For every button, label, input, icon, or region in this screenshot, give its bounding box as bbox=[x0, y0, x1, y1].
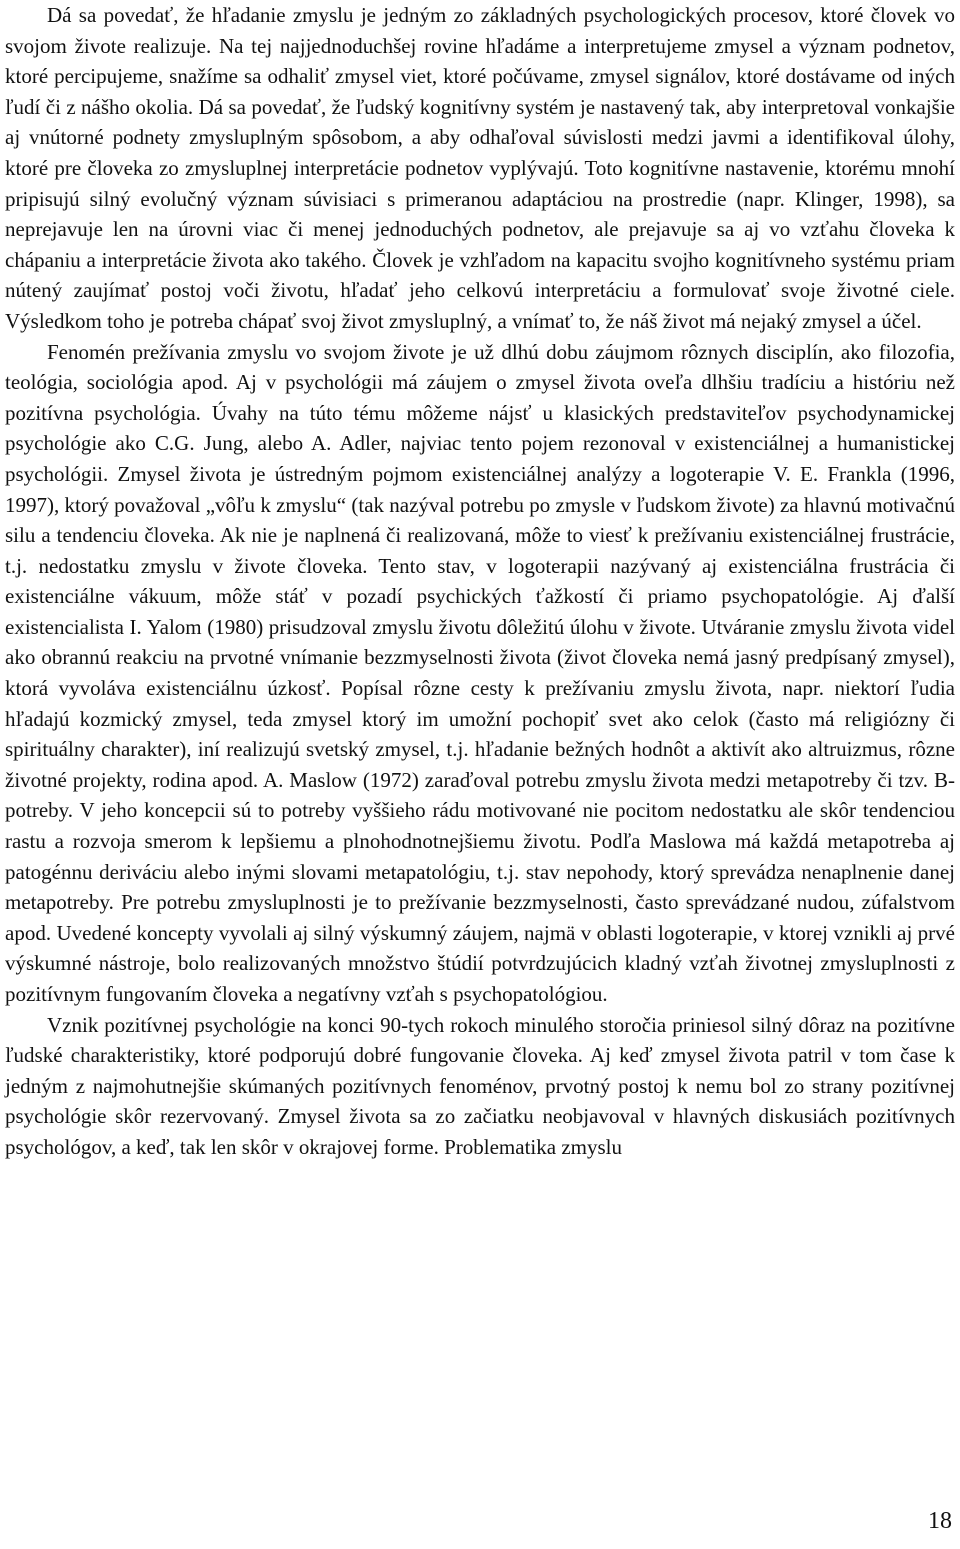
page-number: 18 bbox=[928, 1508, 952, 1534]
paragraph-3: Vznik pozitívnej psychológie na konci 90-tych rokoch minulého storočia priniesol silný dôraz na pozitívne ľudské charakteristiky, ktoré podporujú dobré fungovanie človeka. Aj keď zmysel života patril v tom čase k jedným z najmohutnejšie skúmaných pozitívnych fenoménov, prvotný postoj k nemu bol zo strany pozitívnej psychológie skôr rezervovaný. Zmysel života sa zo začiatku neobjavoval v hlavných diskusiách pozitívnych psychológov, a keď, tak len skôr v okrajovej forme. Problematika zmyslu bbox=[5, 1012, 955, 1159]
paragraph-2: Fenomén prežívania zmyslu vo svojom živote je už dlhú dobu záujmom rôznych disciplín, ako filozofia, teológia, sociológia apod. Aj v psychológii má záujem o zmysel života oveľa dlhšiu tradíciu a históriu než pozitívna psychológia. Úvahy na túto tému môžeme nájsť u klasických predstaviteľov psychodynamickej psychológie ako C.G. Jung, alebo A. Adler, najviac tento pojem rezonoval v existenciálnej a humanistickej psychológii. Zmysel života je ústredným pojmom existenciálnej analýzy a logoterapie V. E. Frankla (1996, 1997), ktorý považoval „vôľu k zmyslu“ (tak nazýval potrebu po zmysle v ľudskom živote) za hlavnú motivačnú silu a tendenciu človeka. Ak nie je naplnená či realizovaná, môže to viesť k prežívaniu existenciálnej frustrácie, t.j. nedostatku zmyslu v živote človeka. Tento stav, v logoterapii nazývaný aj existenciálna frustrácia či existenciálne vákuum, môže stáť v pozadí psychických ťažkostí či priamo psychopatológie. Aj ďalší existencialista I. Yalom (1980) prisudzoval zmyslu životu dôležitú úlohu v živote. Utváranie zmyslu života videl ako obrannú reakciu na prvotné vnímanie bezzmyselnosti života (život človeka nemá jasný predpísaný zmysel), ktorá vyvoláva existenciálnu úzkosť. Popísal rôzne cesty k prežívaniu zmyslu života, napr. niektorí ľudia hľadajú kozmický zmysel, teda zmysel ktorý im umožní pochopiť svet ako celok (často má religiózny či spirituálny charakter), iní realizujú svetský zmysel, t.j. hľadanie bežných hodnôt a aktivít ako altruizmus, rôzne životné projekty, rodina apod. A. Maslow (1972) zaraďoval potrebu zmyslu života medzi metapotreby či tzv. B-potreby. V jeho koncepcii sú to potreby vyššieho rádu motivované nie pocitom nedostatku ale skôr tendenciou rastu a rozvoja smerom k lepšiemu a plnohodnotnejšiemu životu. Podľa Maslowa má každá metapotreba aj patogénnu deriváciu alebo inými slovami metapatológiu, t.j. stav nepohody, ktorý sprevádza nenaplnenie danej metapotreby. Pre potrebu zmysluplnosti je to prežívanie bezzmyselnosti, často sprevádzané nudou, zúfalstvom apod. Uvedené koncepty vyvolali aj silný výskumný záujem, najmä v oblasti logoterapie, v ktorej vznikli aj prvé výskumné nástroje, bolo realizovaných množstvo štúdií potvrdzujúcich kladný vzťah životnej zmysluplnosti z pozitívnym fungovaním človeka a negatívny vzťah s psychopatológiou. bbox=[5, 339, 955, 1006]
paragraph-1: Dá sa povedať, že hľadanie zmyslu je jedným zo základných psychologických procesov, ktoré človek vo svojom živote realizuje. Na tej najjednoduchšej rovine hľadáme a interpretujeme zmysel a význam podnetov, ktoré percipujeme, snažíme sa odhaliť zmysel viet, ktoré počúvame, zmysel signálov, ktoré dostávame od iných ľudí či z nášho okolia. Dá sa povedať, že ľudský kognitívny systém je nastavený tak, aby interpretoval vonkajšie aj vnútorné podnety zmysluplným spôsobom, a aby odhaľoval súvislosti medzi javmi a identifikoval úlohy, ktoré pre človeka zo zmysluplnej interpretácie podnetov vyplývajú. Toto kognitívne nastavenie, ktorému mnohí pripisujú silný evolučný význam súvisiaci s primeranou adaptáciou na prostredie (napr. Klinger, 1998), sa neprejavuje len na úrovni viac či menej jednoduchých podnetov, ale prejavuje sa aj vo vzťahu človeka k chápaniu a interpretácie života ako takého. Človek je vzhľadom na kapacitu svojho kognitívneho systému priam nútený zaujímať postoj voči životu, hľadať jeho celkovú interpretáciu a formulovať svoje životné ciele. Výsledkom toho je potreba chápať svoj život zmysluplný, a vnímať to, že náš život má nejaký zmysel a účel. bbox=[5, 3, 955, 333]
document-body bbox=[5, 0, 955, 1163]
